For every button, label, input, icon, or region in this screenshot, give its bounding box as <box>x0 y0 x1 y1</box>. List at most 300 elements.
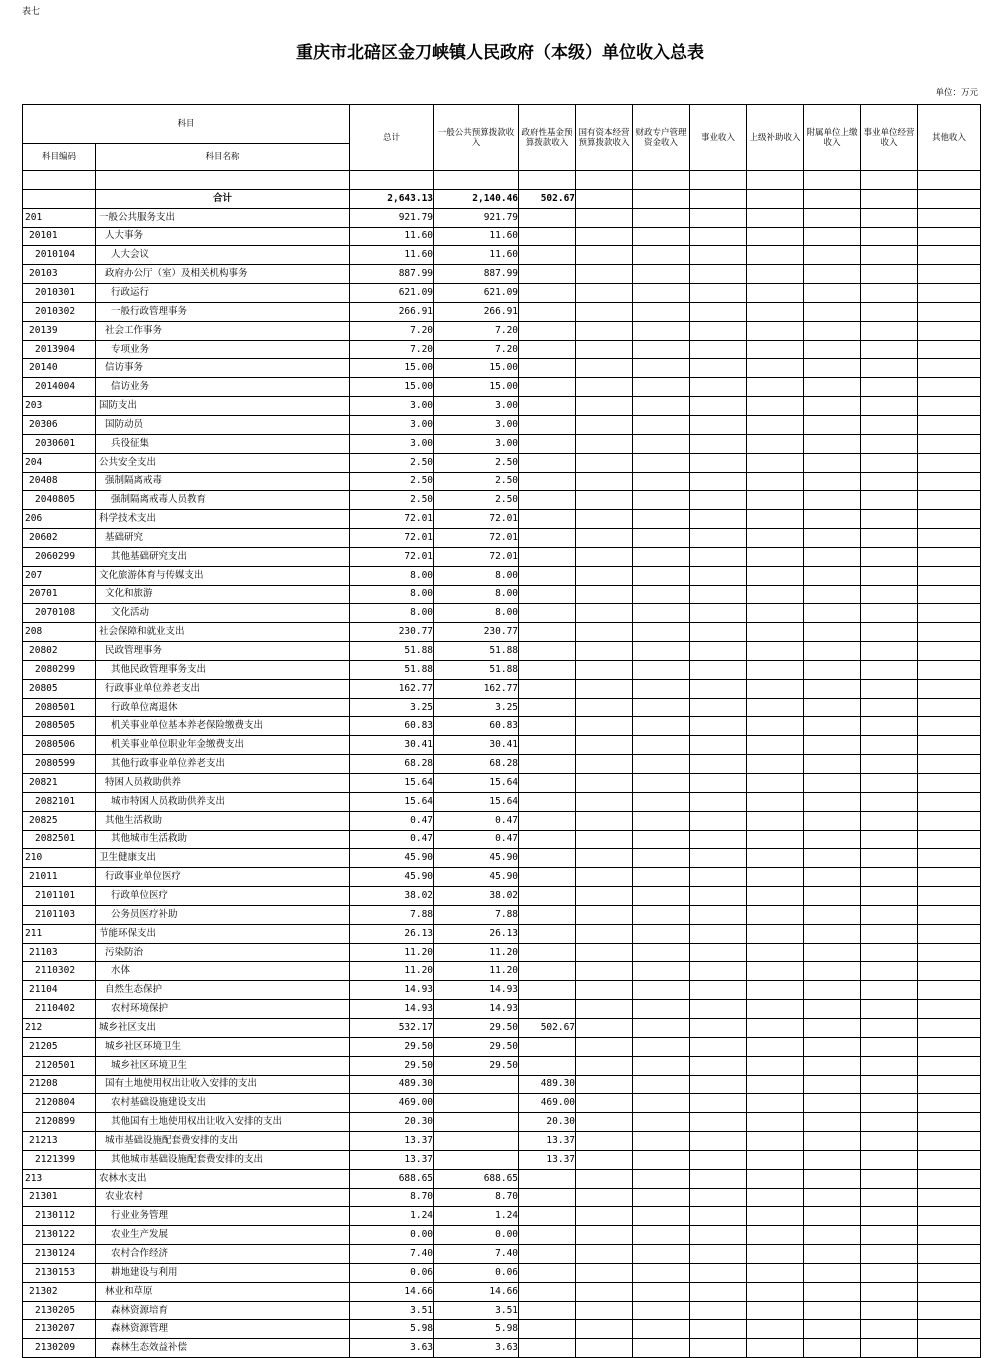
empty-cell <box>633 378 690 397</box>
header-fiscal-special: 财政专户管理资金收入 <box>633 105 690 171</box>
empty-cell <box>918 1000 981 1019</box>
empty-cell <box>633 660 690 679</box>
empty-cell <box>690 604 747 623</box>
empty-cell <box>804 1000 861 1019</box>
empty-cell <box>690 302 747 321</box>
empty-cell <box>804 547 861 566</box>
empty-cell <box>576 1113 633 1132</box>
gov-fund-cell <box>519 736 576 755</box>
subject-name-cell: 一般公共服务支出 <box>96 208 350 227</box>
table-body <box>23 171 981 1358</box>
empty-cell <box>861 265 918 284</box>
general-budget-cell: 8.00 <box>434 566 519 585</box>
table-row <box>23 679 981 698</box>
empty-cell <box>918 547 981 566</box>
subject-code-cell: 20306 <box>23 415 96 434</box>
empty-cell <box>804 434 861 453</box>
empty-cell <box>918 962 981 981</box>
subject-name-cell: 农村合作经济 <box>96 1245 350 1264</box>
gov-fund-cell: 502.67 <box>519 1018 576 1037</box>
subject-code-cell: 2130124 <box>23 1245 96 1264</box>
gov-fund-cell <box>519 453 576 472</box>
empty-cell <box>804 227 861 246</box>
general-budget-cell: 162.77 <box>434 679 519 698</box>
gov-fund-cell <box>519 962 576 981</box>
total-cell: 29.50 <box>350 1056 434 1075</box>
empty-cell <box>804 887 861 906</box>
empty-cell <box>690 510 747 529</box>
table-row <box>23 434 981 453</box>
subject-code-cell: 2080506 <box>23 736 96 755</box>
empty-cell <box>690 792 747 811</box>
empty-cell <box>576 943 633 962</box>
total-cell: 0.06 <box>350 1263 434 1282</box>
empty-cell <box>747 529 804 548</box>
table-row <box>23 415 981 434</box>
table-row <box>23 529 981 548</box>
subject-code-cell: 2013904 <box>23 340 96 359</box>
total-cell: 3.51 <box>350 1301 434 1320</box>
empty-cell <box>861 1339 918 1358</box>
empty-cell <box>861 1263 918 1282</box>
page-title: 重庆市北碚区金刀峡镇人民政府（本级）单位收入总表 <box>296 43 704 63</box>
empty-cell <box>747 1018 804 1037</box>
empty-cell <box>576 811 633 830</box>
empty-cell <box>690 208 747 227</box>
empty-cell <box>633 1169 690 1188</box>
subject-code-cell: 2010301 <box>23 284 96 303</box>
empty-cell <box>633 962 690 981</box>
subject-name-cell: 农林水支出 <box>96 1169 350 1188</box>
empty-cell <box>576 1075 633 1094</box>
empty-cell <box>918 302 981 321</box>
empty-cell <box>633 1339 690 1358</box>
total-cell: 887.99 <box>350 265 434 284</box>
subject-name-cell: 森林资源管理 <box>96 1320 350 1339</box>
empty-cell <box>918 1018 981 1037</box>
empty-cell <box>690 1094 747 1113</box>
empty-cell <box>804 510 861 529</box>
empty-cell <box>804 397 861 416</box>
empty-cell <box>861 208 918 227</box>
subject-name-cell: 国有土地使用权出让收入安排的支出 <box>96 1075 350 1094</box>
empty-cell <box>747 887 804 906</box>
general-budget-cell: 7.20 <box>434 340 519 359</box>
empty-cell <box>747 868 804 887</box>
empty-cell <box>804 1320 861 1339</box>
general-budget-cell: 45.90 <box>434 868 519 887</box>
table-row <box>23 227 981 246</box>
empty-cell <box>804 1301 861 1320</box>
empty-cell <box>576 679 633 698</box>
empty-cell <box>804 924 861 943</box>
total-empty-cell <box>804 189 861 208</box>
subject-code-cell: 2130153 <box>23 1263 96 1282</box>
empty-cell <box>804 1263 861 1282</box>
empty-cell <box>690 962 747 981</box>
empty-cell <box>747 1169 804 1188</box>
empty-cell <box>861 1282 918 1301</box>
header-business-operation: 事业单位经营收入 <box>861 105 918 171</box>
empty-cell <box>747 604 804 623</box>
empty-cell <box>633 529 690 548</box>
total-cell: 1.24 <box>350 1207 434 1226</box>
empty-cell <box>747 547 804 566</box>
general-budget-cell: 72.01 <box>434 529 519 548</box>
empty-cell <box>576 1245 633 1264</box>
subject-name-cell: 行业业务管理 <box>96 1207 350 1226</box>
total-cell: 13.37 <box>350 1132 434 1151</box>
empty-cell <box>804 792 861 811</box>
subject-name-cell: 强制隔离戒毒人员教育 <box>96 491 350 510</box>
header-superior-subsidy: 上级补助收入 <box>747 105 804 171</box>
general-budget-cell: 29.50 <box>434 1056 519 1075</box>
table-row <box>23 491 981 510</box>
empty-cell <box>576 736 633 755</box>
table-row <box>23 774 981 793</box>
gov-fund-cell <box>519 642 576 661</box>
empty-cell <box>747 491 804 510</box>
empty-cell <box>633 1056 690 1075</box>
subject-name-cell: 卫生健康支出 <box>96 849 350 868</box>
subject-name-cell: 农村环境保护 <box>96 1000 350 1019</box>
empty-cell <box>633 623 690 642</box>
empty-cell <box>804 717 861 736</box>
empty-cell <box>747 510 804 529</box>
empty-cell <box>804 1245 861 1264</box>
empty-cell <box>690 1113 747 1132</box>
empty-cell <box>747 943 804 962</box>
table-row <box>23 660 981 679</box>
empty-cell <box>633 265 690 284</box>
table-row <box>23 830 981 849</box>
empty-cell <box>633 434 690 453</box>
empty-cell <box>690 905 747 924</box>
empty-cell <box>861 774 918 793</box>
empty-cell <box>747 227 804 246</box>
empty-cell <box>747 1320 804 1339</box>
gov-fund-cell <box>519 1037 576 1056</box>
subject-code-cell: 2101101 <box>23 887 96 906</box>
subject-code-cell: 2130207 <box>23 1320 96 1339</box>
empty-cell <box>576 792 633 811</box>
empty-cell <box>690 660 747 679</box>
empty-cell <box>918 1207 981 1226</box>
table-row <box>23 981 981 1000</box>
empty-cell <box>576 774 633 793</box>
gov-fund-cell <box>519 924 576 943</box>
general-budget-cell: 26.13 <box>434 924 519 943</box>
empty-cell <box>918 849 981 868</box>
empty-cell <box>918 246 981 265</box>
empty-cell <box>861 397 918 416</box>
subject-name-cell: 其他行政事业单位养老支出 <box>96 755 350 774</box>
empty-cell <box>690 811 747 830</box>
empty-cell <box>747 981 804 1000</box>
table-row <box>23 887 981 906</box>
empty-cell <box>918 1037 981 1056</box>
empty-cell <box>861 1301 918 1320</box>
empty-cell <box>747 1113 804 1132</box>
empty-cell <box>918 340 981 359</box>
empty-cell <box>576 472 633 491</box>
total-cell: 14.66 <box>350 1282 434 1301</box>
general-budget-cell: 51.88 <box>434 660 519 679</box>
general-budget-cell: 887.99 <box>434 265 519 284</box>
empty-cell <box>804 585 861 604</box>
empty-cell <box>804 1094 861 1113</box>
general-budget-cell: 7.88 <box>434 905 519 924</box>
total-cell: 0.00 <box>350 1226 434 1245</box>
general-budget-cell: 60.83 <box>434 717 519 736</box>
total-cell: 3.00 <box>350 434 434 453</box>
empty-cell <box>861 1000 918 1019</box>
subject-name-cell: 行政事业单位养老支出 <box>96 679 350 698</box>
general-budget-cell: 15.00 <box>434 378 519 397</box>
general-budget-cell: 3.00 <box>434 434 519 453</box>
empty-cell <box>804 1113 861 1132</box>
empty-cell <box>633 585 690 604</box>
empty-cell <box>690 585 747 604</box>
general-budget-cell: 5.98 <box>434 1320 519 1339</box>
empty-cell <box>861 302 918 321</box>
table-row <box>23 208 981 227</box>
empty-cell <box>918 265 981 284</box>
empty-cell <box>576 302 633 321</box>
empty-cell <box>918 1320 981 1339</box>
gov-fund-cell: 13.37 <box>519 1132 576 1151</box>
empty-cell <box>918 1150 981 1169</box>
empty-cell <box>804 340 861 359</box>
empty-cell <box>918 1301 981 1320</box>
empty-cell <box>804 491 861 510</box>
empty-cell <box>918 415 981 434</box>
header-gov-fund: 政府性基金预算拨款收入 <box>519 105 576 171</box>
gov-fund-cell <box>519 623 576 642</box>
empty-cell <box>861 792 918 811</box>
gov-fund-cell: 489.30 <box>519 1075 576 1094</box>
general-budget-cell <box>434 1094 519 1113</box>
general-budget-cell: 0.06 <box>434 1263 519 1282</box>
empty-cell <box>861 924 918 943</box>
empty-cell <box>690 472 747 491</box>
subject-name-cell: 特困人员救助供养 <box>96 774 350 793</box>
empty-cell <box>747 698 804 717</box>
subject-code-cell: 21301 <box>23 1188 96 1207</box>
empty-cell <box>861 566 918 585</box>
general-budget-cell: 72.01 <box>434 510 519 529</box>
empty-cell <box>861 1075 918 1094</box>
gov-fund-cell <box>519 774 576 793</box>
subject-name-cell: 信访业务 <box>96 378 350 397</box>
empty-cell <box>576 340 633 359</box>
empty-cell <box>690 434 747 453</box>
empty-cell <box>576 868 633 887</box>
empty-cell <box>690 679 747 698</box>
empty-cell <box>633 868 690 887</box>
empty-cell <box>804 1037 861 1056</box>
subject-code-cell: 2120899 <box>23 1113 96 1132</box>
gov-fund-cell <box>519 943 576 962</box>
subject-name-cell: 森林资源培育 <box>96 1301 350 1320</box>
table-row <box>23 284 981 303</box>
gov-fund-cell <box>519 434 576 453</box>
empty-cell <box>804 660 861 679</box>
empty-cell <box>918 1226 981 1245</box>
empty-cell <box>633 1150 690 1169</box>
subject-name-cell: 森林生态效益补偿 <box>96 1339 350 1358</box>
empty-cell <box>576 623 633 642</box>
total-row <box>23 189 981 208</box>
empty-cell <box>633 943 690 962</box>
subject-code-cell: 2121399 <box>23 1150 96 1169</box>
empty-cell <box>804 302 861 321</box>
subject-code-cell: 212 <box>23 1018 96 1037</box>
table-row <box>23 1282 981 1301</box>
general-budget-cell: 921.79 <box>434 208 519 227</box>
subject-name-cell: 政府办公厅（室）及相关机构事务 <box>96 265 350 284</box>
empty-cell <box>861 717 918 736</box>
subject-code-cell: 2130209 <box>23 1339 96 1358</box>
empty-cell <box>690 1037 747 1056</box>
subject-name-cell: 公务员医疗补助 <box>96 905 350 924</box>
empty-cell <box>633 1188 690 1207</box>
empty-cell <box>690 755 747 774</box>
empty-cell <box>861 830 918 849</box>
subject-code-cell: 2101103 <box>23 905 96 924</box>
empty-cell <box>918 887 981 906</box>
empty-cell <box>918 1282 981 1301</box>
empty-cell <box>804 774 861 793</box>
table-row <box>23 943 981 962</box>
empty-cell <box>690 887 747 906</box>
subject-code-cell: 2080505 <box>23 717 96 736</box>
subject-code-cell: 20701 <box>23 585 96 604</box>
empty-cell <box>747 1094 804 1113</box>
empty-cell <box>861 660 918 679</box>
total-cell: 15.00 <box>350 378 434 397</box>
subject-code-cell: 2010302 <box>23 302 96 321</box>
empty-cell <box>747 717 804 736</box>
empty-cell <box>918 321 981 340</box>
empty-cell <box>804 868 861 887</box>
subject-name-cell: 城乡社区环境卫生 <box>96 1056 350 1075</box>
empty-cell <box>576 359 633 378</box>
empty-cell <box>633 415 690 434</box>
empty-cell <box>633 1282 690 1301</box>
empty-cell <box>690 1226 747 1245</box>
subject-code-cell: 208 <box>23 623 96 642</box>
subject-code-cell: 2130112 <box>23 1207 96 1226</box>
empty-cell <box>804 529 861 548</box>
empty-cell <box>633 1075 690 1094</box>
empty-cell <box>747 1207 804 1226</box>
empty-cell <box>690 623 747 642</box>
table-row <box>23 1169 981 1188</box>
subject-name-cell: 农业农村 <box>96 1188 350 1207</box>
table-row <box>23 1226 981 1245</box>
empty-cell <box>633 887 690 906</box>
empty-cell <box>633 1018 690 1037</box>
empty-cell <box>861 491 918 510</box>
subject-name-cell: 农业生产发展 <box>96 1226 350 1245</box>
subject-name-cell: 国防支出 <box>96 397 350 416</box>
empty-cell <box>690 1075 747 1094</box>
empty-cell <box>804 679 861 698</box>
subject-code-cell: 2070108 <box>23 604 96 623</box>
empty-cell <box>690 1018 747 1037</box>
empty-cell <box>576 1018 633 1037</box>
empty-cell <box>747 340 804 359</box>
table-row <box>23 868 981 887</box>
empty-cell <box>576 378 633 397</box>
total-cell: 5.98 <box>350 1320 434 1339</box>
gov-fund-cell: 469.00 <box>519 1094 576 1113</box>
total-cell: 51.88 <box>350 642 434 661</box>
gov-fund-cell <box>519 472 576 491</box>
empty-cell <box>804 1132 861 1151</box>
subject-name-cell: 城乡社区环境卫生 <box>96 1037 350 1056</box>
empty-cell <box>690 397 747 416</box>
total-cell: 0.47 <box>350 811 434 830</box>
empty-cell <box>576 755 633 774</box>
empty-cell <box>576 1188 633 1207</box>
empty-cell <box>861 943 918 962</box>
total-cell: 14.93 <box>350 1000 434 1019</box>
total-cell: 532.17 <box>350 1018 434 1037</box>
gov-fund-cell <box>519 811 576 830</box>
empty-cell <box>804 830 861 849</box>
empty-cell <box>861 585 918 604</box>
header-subject: 科目 <box>23 105 350 144</box>
total-cell: 29.50 <box>350 1037 434 1056</box>
subject-code-cell: 20802 <box>23 642 96 661</box>
table-row <box>23 736 981 755</box>
header-other-income: 其他收入 <box>918 105 981 171</box>
general-budget-cell: 11.20 <box>434 943 519 962</box>
empty-cell <box>747 755 804 774</box>
empty-cell <box>918 604 981 623</box>
total-empty-cell <box>918 189 981 208</box>
subject-code-cell: 201 <box>23 208 96 227</box>
empty-cell <box>690 774 747 793</box>
empty-cell <box>804 284 861 303</box>
general-budget-cell: 14.93 <box>434 981 519 1000</box>
general-budget-cell: 14.66 <box>434 1282 519 1301</box>
subject-code-cell: 20103 <box>23 265 96 284</box>
empty-cell <box>690 1000 747 1019</box>
table-row <box>23 397 981 416</box>
empty-cell <box>747 1282 804 1301</box>
subject-code-cell: 2080501 <box>23 698 96 717</box>
general-budget-cell: 3.25 <box>434 698 519 717</box>
total-cell: 2.50 <box>350 453 434 472</box>
subject-code-cell: 2030601 <box>23 434 96 453</box>
gov-fund-cell <box>519 302 576 321</box>
gov-fund-cell <box>519 1188 576 1207</box>
general-budget-cell <box>434 1113 519 1132</box>
empty-cell <box>918 491 981 510</box>
total-cell: 2.50 <box>350 472 434 491</box>
empty-cell <box>576 585 633 604</box>
subject-code-cell: 20139 <box>23 321 96 340</box>
empty-cell <box>690 1132 747 1151</box>
empty-cell <box>918 1263 981 1282</box>
empty-cell <box>633 717 690 736</box>
empty-cell <box>690 943 747 962</box>
empty-cell <box>690 529 747 548</box>
empty-cell <box>918 529 981 548</box>
